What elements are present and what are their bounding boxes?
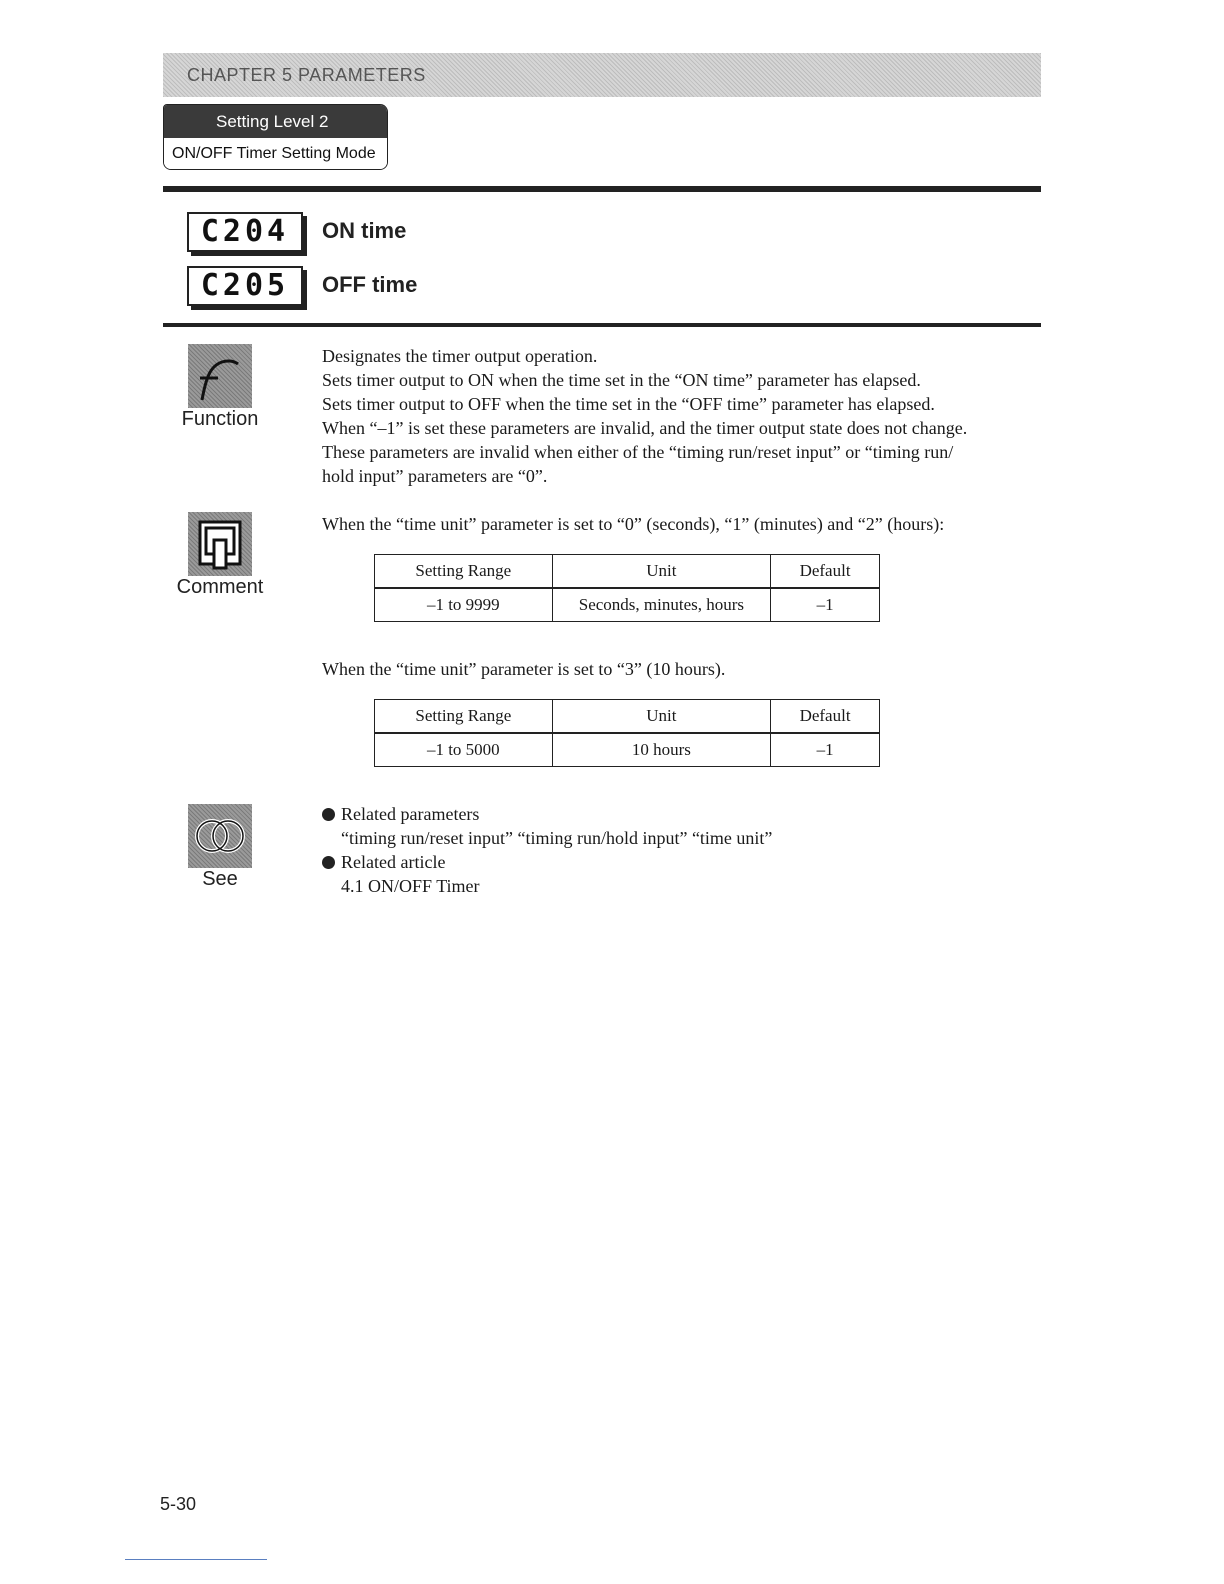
table-cell: Seconds, minutes, hours — [552, 588, 771, 622]
table-cell: 10 hours — [552, 733, 771, 767]
table-header-cell: Default — [771, 700, 880, 734]
setting-level-box — [163, 104, 388, 170]
table-header-row — [375, 700, 880, 734]
function-line: hold input” parameters are “0”. — [322, 466, 548, 486]
comment-label: Comment — [176, 576, 264, 598]
table-header-cell: Unit — [552, 555, 771, 589]
function-icon — [188, 344, 252, 408]
table-header-cell: Default — [771, 555, 880, 589]
setting-range-table-2 — [374, 699, 880, 767]
top-divider — [163, 186, 1041, 192]
section-divider — [163, 323, 1041, 327]
function-line: These parameters are invalid when either of the “timing run/reset input” or “timing run/ — [322, 442, 954, 462]
table-header-cell: Setting Range — [375, 700, 553, 734]
related-parameters-label: Related parameters — [341, 804, 480, 824]
see-icon — [188, 804, 252, 868]
param-title-on-time: ON time — [322, 218, 407, 243]
condition-text-1: When the “time unit” parameter is set to “0” (seconds), “1” (minutes) and “2” (hours): — [322, 514, 945, 534]
see-label: See — [202, 868, 238, 890]
param-code-display-on: C204 — [187, 212, 303, 252]
bullet-icon — [322, 808, 335, 821]
page-number: 5-30 — [160, 1494, 197, 1514]
param-title-off-time: OFF time — [322, 272, 418, 297]
setting-mode-label: ON/OFF Timer Setting Mode — [164, 138, 387, 169]
setting-level-label: Setting Level 2 — [164, 105, 387, 138]
table-header-row — [375, 555, 880, 589]
comment-icon — [188, 512, 252, 576]
chapter-title: CHAPTER 5 PARAMETERS — [187, 65, 426, 85]
related-article-heading — [322, 850, 772, 874]
function-label: Function — [181, 408, 259, 430]
setting-range-table-1 — [374, 554, 880, 622]
condition-text-2: When the “time unit” parameter is set to “3” (10 hours). — [322, 659, 726, 679]
table-cell: –1 — [771, 588, 880, 622]
function-description — [322, 344, 1042, 488]
function-line: Designates the timer output operation. — [322, 346, 598, 366]
chapter-header-bar — [163, 53, 1041, 97]
related-article-label: Related article — [341, 852, 446, 872]
table-row — [375, 588, 880, 622]
footer-line — [125, 1559, 267, 1560]
see-references — [322, 802, 772, 898]
param-code-display-off: C205 — [187, 266, 303, 306]
function-line: When “–1” is set these parameters are invalid, and the timer output state does not change. — [322, 418, 968, 438]
bullet-icon — [322, 856, 335, 869]
function-line: Sets timer output to OFF when the time set in the “OFF time” parameter has elapsed. — [322, 394, 935, 414]
table-cell: –1 — [771, 733, 880, 767]
table-cell: –1 to 5000 — [375, 733, 553, 767]
related-parameters-heading — [322, 802, 772, 826]
related-parameters-list: “timing run/reset input” “timing run/hold input” “time unit” — [341, 828, 773, 848]
related-article-ref: 4.1 ON/OFF Timer — [341, 876, 480, 896]
function-line: Sets timer output to ON when the time set in the “ON time” parameter has elapsed. — [322, 370, 921, 390]
table-row — [375, 733, 880, 767]
table-header-cell: Setting Range — [375, 555, 553, 589]
table-cell: –1 to 9999 — [375, 588, 553, 622]
table-header-cell: Unit — [552, 700, 771, 734]
